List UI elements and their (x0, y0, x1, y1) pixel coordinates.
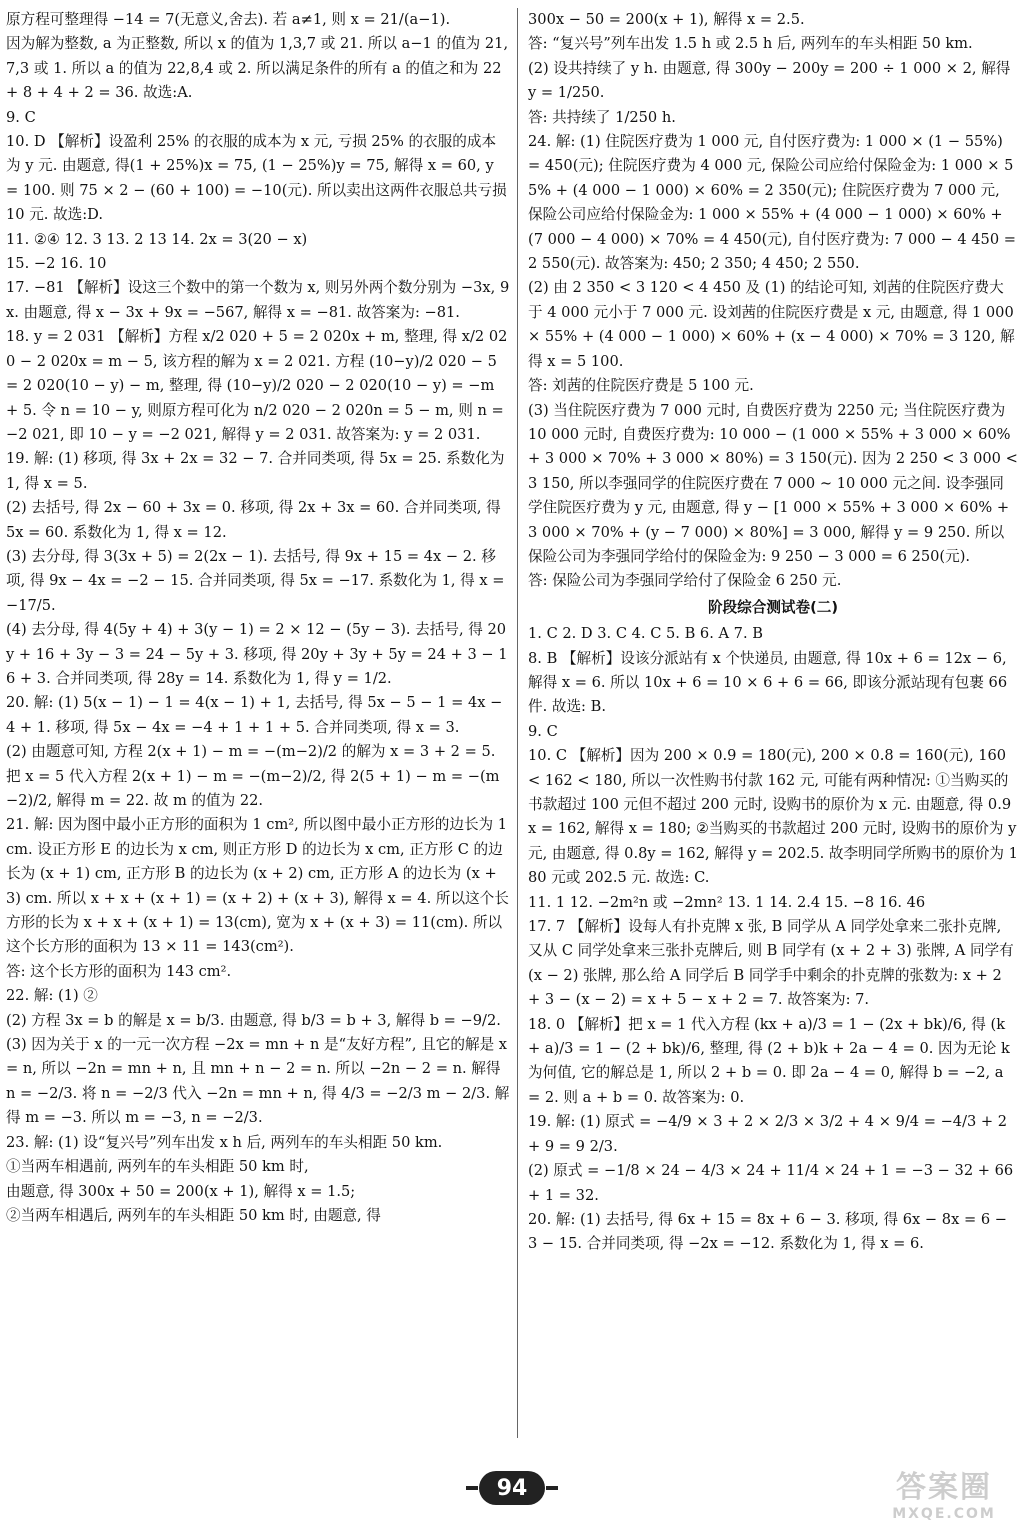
watermark-top: 答案圈 (896, 1470, 992, 1505)
answer-paragraph: 19. 解: (1) 原式 = −4/9 × 3 + 2 × 2/3 × 3/2 + 4 × 9/4 = −4/3 + 2 + 9 = 9 2/3. (528, 1113, 1008, 1155)
answer-paragraph: 18. 0 【解析】把 x = 1 代入方程 (kx + a)/3 = 1 − (2x + bk)/6, 得 (k + a)/3 = 1 − (2 + bk)/6, 整理, 得 (2 + b)k + 2a − 4 = 0. 因为无论 k 为何值, 它的解总是 1, 所以 2 + b = 0. 即 2a − 4 = 0, 解得 b = −2, a = 2. 则 a + b = 0. 故答案为: 0. (528, 1015, 1010, 1106)
answer-paragraph: (3) 当住院医疗费为 7 000 元时, 自费医疗费为 2250 元; 当住院医疗费为 10 000 元时, 自费医疗费为: 10 000 − (1 000 × 55% + 3 000 × 60% + 3 000 × 70% + 3 000 × 80%) = 3 150(元). 因为 2 250 < 3 000 < 3 150, 所以李强同学的住院医疗费在 7 000 ~ 10 000 元之间. 设李强同学住院医疗费为 y 元, 由题意, 得 y − [1 000 × 55% + 3 000 × 60% + 3 000 × 70% + (y − 7 000) × 80%] = 3 000, 解得 y = 9 250. 所以保险公司为李强同学给付的保险金为: 9 250 − 3 000 = 6 250(元). (528, 401, 1018, 565)
answer-paragraph: 17. −81 【解析】设这三个数中的第一个数为 x, 则另外两个数分别为 −3x, 9x. 由题意, 得 x − 3x + 9x = −567, 解得 x = −81. 故答案为: −81. (6, 279, 510, 321)
answer-paragraph: 11. ②④ 12. 3 13. 2 13 14. 2x = 3(20 − x) (6, 230, 308, 248)
answer-paragraph: 原方程可整理得 −14 = 7(无意义,舍去). 若 a≠1, 则 x = 21/(a−1). (6, 11, 451, 28)
answer-paragraph: 19. 解: (1) 移项, 得 3x + 2x = 32 − 7. 合并同类项, 得 5x = 25. 系数化为 1, 得 x = 5. (6, 450, 505, 492)
answer-paragraph: 23. 解: (1) 设“复兴号”列车出发 x h 后, 两列车的车头相距 50 km. (6, 1133, 443, 1151)
answer-paragraph: (2) 去括号, 得 2x − 60 + 3x = 0. 移项, 得 2x + 3x = 60. 合并同类项, 得 5x = 60. 系数化为 1, 得 x = 12. (6, 499, 501, 541)
answer-paragraph: 15. −2 16. 10 (6, 255, 107, 273)
answer-paragraph: 10. D 【解析】设盈利 25% 的衣服的成本为 x 元, 亏损 25% 的衣服的成本为 y 元. 由题意, 得(1 + 25%)x = 75, (1 − 25%)y = 75, 解得 x = 60, y = 100. 则 75 × 2 − (60 + 100) = −10(元). 所以卖出这两件衣服总共亏损 10 元. 故选:D. (6, 133, 507, 224)
answer-paragraph: (2) 由题意可知, 方程 2(x + 1) − m = −(m−2)/2 的解为 x = 3 + 2 = 5. 把 x = 5 代入方程 2(x + 1) − m = −(m−2)/2, 得 2(5 + 1) − m = −(m−2)/2, 解得 m = 22. 故 m 的值为 22. (6, 743, 500, 809)
answer-paragraph: 22. 解: (1) ② (6, 987, 98, 1005)
answer-paragraph: 20. 解: (1) 5(x − 1) − 1 = 4(x − 1) + 1, 去括号, 得 5x − 5 − 1 = 4x − 4 + 1. 移项, 得 5x − 4x = −4 + 1 + 1 + 5. 合并同类项, 得 x = 3. (6, 694, 503, 736)
answer-paragraph: 答: 保险公司为李强同学给付了保险金 6 250 元. (528, 572, 842, 590)
answer-paragraph: 24. 解: (1) 住院医疗费为 1 000 元, 自付医疗费为: 1 000 × (1 − 55%) = 450(元); 住院医疗费为 4 000 元, 保险公司应给付保险金为: 1 000 × 55% + (4 000 − 1 000) × 60% = 2 350(元); 住院医疗费为 7 000 元, 保险公司应给付保险金为: 1 000 × 55% + (4 000 − 1 000) × 60% + (7 000 − 4 000) × 70% = 4 450(元), 自付医疗费为: 7 000 − 4 450 = 2 550(元). 故答案为: 450; 2 350; 4 450; 2 550. (528, 133, 1016, 273)
answer-paragraph: 11. 1 12. −2m²n 或 −2mn² 13. 1 14. 2.4 15. −8 16. 46 (528, 893, 926, 911)
answer-paragraph: 18. y = 2 031 【解析】方程 x/2 020 + 5 = 2 020x + m, 整理, 得 x/2 020 − 2 020x = m − 5, 该方程的解为 x = 2 021. 方程 (10−y)/2 020 − 5 = 2 020(10 − y) − m, 整理, 得 (10−y)/2 020 − 2 020(10 − y) = −m + 5. 令 n = 10 − y, 则原方程可化为 n/2 020 − 2 020n = 5 − m, 则 n = −2 021, 即 10 − y = −2 021, 解得 y = 2 031. 故答案为: y = 2 031. (6, 328, 508, 443)
watermark-bottom: MXQE.COM (892, 1506, 996, 1522)
answer-paragraph: (2) 原式 = −1/8 × 24 − 4/3 × 24 + 11/4 × 24 + 1 = −3 − 32 + 66 + 1 = 32. (528, 1162, 1014, 1204)
answer-paragraph: 20. 解: (1) 去括号, 得 6x + 15 = 8x + 6 − 3. 移项, 得 6x − 8x = 6 − 3 − 15. 合并同类项, 得 −2x = −12. 系数化为 1, 得 x = 6. (528, 1210, 1007, 1253)
answer-paragraph: 因为解为整数, a 为正整数, 所以 x 的值为 1,3,7 或 21. 所以 a−1 的值为 21,7,3 或 1. 所以 a 的值为 22,8,4 或 2. 所以满足条件的所有 a 的值之和为 22 + 8 + 4 + 2 = 36. 故选:A. (6, 35, 509, 102)
column-divider (517, 8, 518, 1438)
answer-paragraph: (4) 去分母, 得 4(5y + 4) + 3(y − 1) = 2 × 12 − (5y − 3). 去括号, 得 20y + 16 + 3y − 3 = 24 − 5y + 3. 移项, 得 20y + 3y + 5y = 24 + 3 − 16 + 3. 合并同类项, 得 28y = 14. 系数化为 1, 得 y = 1/2. (6, 621, 508, 687)
answer-paragraph: 1. C 2. D 3. C 4. C 5. B 6. A 7. B (528, 625, 763, 643)
answer-paragraph: 9. C (528, 722, 558, 740)
answer-paragraph: (2) 由 2 350 < 3 120 < 4 450 及 (1) 的结论可知, 刘茜的住院医疗费大于 4 000 元小于 7 000 元. 设刘茜的住院医疗费是 x 元, 由题意, 得 1 000 × 55% + (4 000 − 1 000) × 60% + (x − 4 000) × 70% = 3 120, 解得 x = 5 100. (528, 279, 1015, 370)
right-column (528, 8, 1018, 1257)
answer-paragraph: (3) 因为关于 x 的一元一次方程 −2x = mn + n 是“友好方程”, 且它的解是 x = n, 所以 −2n = mn + n, 且 mn + n − 2 = n. 所以 −2n − 2 = n. 解得 n = −2/3. 将 n = −2/3 代入 −2n = mn + n, 得 4/3 = −2/3 m − 2/3. 解得 m = −3. 所以 m = −3, n = −2/3. (6, 1036, 510, 1127)
answer-paragraph: 8. B 【解析】设该分派站有 x 个快递员, 由题意, 得 10x + 6 = 12x − 6, 解得 x = 6. 所以 10x + 6 = 10 × 6 + 6 = 66, 即该分派站现有包裹 66 件. 故选: B. (528, 649, 1008, 716)
answer-paragraph: 300x − 50 = 200(x + 1), 解得 x = 2.5. (528, 11, 805, 28)
answer-paragraph: 由题意, 得 300x + 50 = 200(x + 1), 解得 x = 1.5; (6, 1182, 356, 1200)
answer-paragraph: 答: “复兴号”列车出发 1.5 h 或 2.5 h 后, 两列车的车头相距 50 km. (528, 35, 973, 53)
answer-paragraph: ②当两车相遇后, 两列车的车头相距 50 km 时, 由题意, 得 (6, 1206, 381, 1224)
left-column (6, 8, 510, 1228)
answer-paragraph: 答: 刘茜的住院医疗费是 5 100 元. (528, 377, 754, 395)
watermark-logo (869, 1470, 1019, 1530)
answer-paragraph: 17. 7 【解析】设每人有扑克牌 x 张, B 同学从 A 同学处拿来二张扑克牌, 又从 C 同学处拿来三张扑克牌后, 则 B 同学有 (x + 2 + 3) 张牌, A 同学有 (x − 2) 张牌, 那么给 A 同学后 B 同学手中剩余的扑克牌的张数为: x + 2 + 3 − (x − 2) = x + 5 − x + 2 = 7. 故答案为: 7. (528, 918, 1014, 1009)
answer-paragraph: ①当两车相遇前, 两列车的车头相距 50 km 时, (6, 1158, 309, 1176)
section-heading: 阶段综合测试卷(二) (707, 598, 839, 616)
answer-paragraph: 答: 这个长方形的面积为 143 cm². (6, 962, 232, 980)
answer-paragraph: 21. 解: 因为图中最小正方形的面积为 1 cm², 所以图中最小正方形的边长为 1 cm. 设正方形 E 的边长为 x cm, 则正方形 D 的边长为 x cm, 正方形 C 的边长为 (x + 1) cm, 正方形 B 的边长为 (x + 2) cm, 正方形 A 的边长为 (x + 3) cm. 所以 x + x + (x + 1) = (x + 2) + (x + 3), 解得 x = 4. 所以这个长方形的长为 x + x + (x + 1) = 13(cm), 宽为 x + (x + 3) = 11(cm). 所以这个长方形的面积为 13 × 11 = 143(cm²). (6, 816, 509, 956)
page-number (466, 1468, 558, 1508)
answer-paragraph: 10. C 【解析】因为 200 × 0.9 = 180(元), 200 × 0.8 = 160(元), 160 < 162 < 180, 所以一次性购书付款 162 元, 可能有两种情况: ①当购买的书款超过 100 元但不超过 200 元时, 设购书的原价为 x 元. 由题意, 得 0.9x = 162, 解得 x = 180; ②当购买的书款超过 200 元时, 设购书的原价为 y 元, 由题意, 得 0.8y = 162, 解得 y = 202.5. 故李明同学所购书的原价为 180 元或 202.5 元. 故选: C. (528, 747, 1018, 887)
answer-paragraph: 9. C (6, 108, 36, 126)
page-number-badge: 94 (479, 1471, 545, 1505)
answer-paragraph: (2) 方程 3x = b 的解是 x = b/3. 由题意, 得 b/3 = b + 3, 解得 b = −9/2. (6, 1011, 501, 1029)
answer-paragraph: 答: 共持续了 1/250 h. (528, 108, 676, 126)
answer-paragraph: (3) 去分母, 得 3(3x + 5) = 2(2x − 1). 去括号, 得 9x + 15 = 4x − 2. 移项, 得 9x − 4x = −2 − 15. 合并同类项, 得 5x = −17. 系数化为 1, 得 x = −17/5. (6, 547, 505, 614)
answer-paragraph: (2) 设共持续了 y h. 由题意, 得 300y − 200y = 200 ÷ 1 000 × 2, 解得 y = 1/250. (528, 59, 1011, 102)
